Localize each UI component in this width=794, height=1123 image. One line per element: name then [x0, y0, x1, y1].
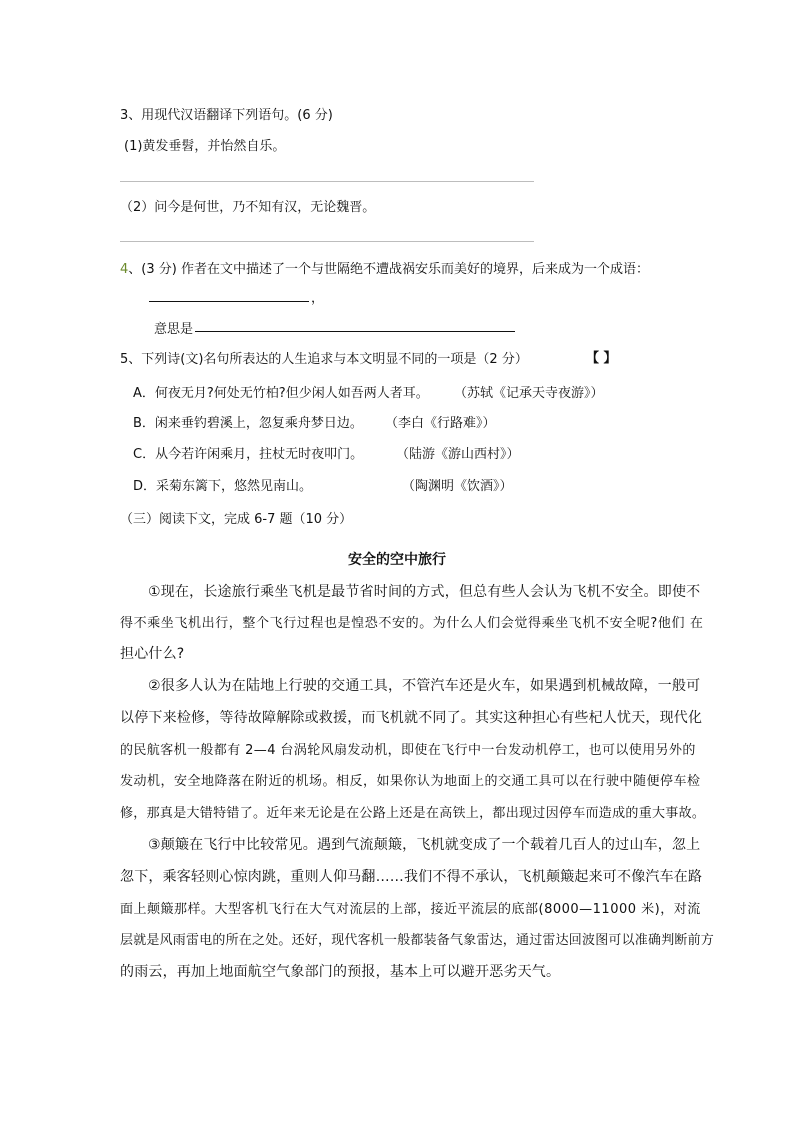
passage-line: 发动机，安全地降落在附近的机场。相反，如果你认为地面上的交通工具可以在行驶中随便停车检: [120, 774, 701, 789]
passage-line: 忽下，乘客轻则心惊肉跳，重则人仰马翻……我们不得不承认，飞机颠簸起来可不像汽车在路: [120, 869, 703, 885]
passage-line: 以停下来检修，等待故障解除或救援，而飞机就不同了。其实这种担心有些杞人忧天，现代化: [120, 710, 703, 726]
passage-line: ③颠簸在飞行中比较常见。遇到气流颠簸，飞机就变成了一个载着几百人的过山车，忽上: [148, 837, 701, 853]
passage-title: 安全的空中旅行: [348, 552, 446, 568]
option-a-source: （苏轼《记承天寺夜游》）: [454, 386, 604, 401]
passage-line: 的民航客机一般都有 2—4 台涡轮风扇发动机，即使在飞行中一台发动机停工，也可以使用另外的: [120, 743, 696, 758]
q3-stem: 3、用现代汉语翻译下列语句。(6 分): [120, 108, 333, 123]
passage-line: 担心什么?: [120, 646, 185, 662]
option-a: A．何夜无月?何处无竹柏?但少闲人如吾两人者耳。: [133, 386, 429, 401]
passage-line: 修，那真是大错特错了。近年来无论是在公路上还是在高铁上，都出现过因停车而造成的重大事故。: [120, 806, 706, 821]
answer-line[interactable]: [120, 241, 534, 242]
answer-bracket[interactable]: 【 】: [586, 351, 617, 366]
passage-line: 的雨云，再加上地面航空气象部门的预报，基本上可以避开恶劣天气。: [120, 964, 561, 980]
section3-heading: （三）阅读下文，完成 6-7 题（10 分）: [120, 512, 353, 527]
option-c-source: （陆游《游山西村》）: [396, 447, 520, 462]
passage-line: 层就是风雨雷电的所在之处。还好，现代客机一般都装备气象雷达，通过雷达回波图可以准确判断前方: [120, 933, 715, 948]
option-d-source: （陶渊明《饮酒》）: [402, 479, 513, 494]
passage-line: 面上颠簸那样。大型客机飞行在大气对流层的上部，接近平流层的底部(8000—11000 米)，对流: [120, 902, 701, 917]
answer-line[interactable]: [120, 181, 534, 182]
option-b: B．闲来垂钓碧溪上，忽复乘舟梦日边。: [133, 416, 363, 431]
idiom-blank[interactable]: [149, 301, 309, 302]
passage-line: 得不乘坐飞机出行，整个飞行过程也是惶恐不安的。为什么人们会觉得乘坐飞机不安全呢?他们 在: [120, 616, 704, 631]
option-c: C．从今若许闲乘月，拄杖无时夜叩门。: [133, 447, 364, 462]
q4-number: 4: [120, 262, 129, 277]
option-b-source: （李白《行路难》）: [385, 416, 496, 431]
q3-item2: （2）问今是何世，乃不知有汉，无论魏晋。: [120, 200, 376, 215]
q4-stem: 4、(3 分) 作者在文中描述了一个与世隔绝不遭战祸安乐而美好的境界，后来成为一个成语：: [120, 262, 649, 277]
q3-item1: (1)黄发垂髫，并怡然自乐。: [124, 139, 286, 154]
q5-stem: 5、下列诗(文)名句所表达的人生追求与本文明显不同的一项是（2 分）: [120, 352, 528, 367]
passage-line: ①现在，长途旅行乘坐飞机是最节省时间的方式，但总有些人会认为飞机不安全。即使不: [148, 584, 701, 600]
q4-meaning-label: 意思是: [154, 322, 194, 337]
option-d: D．采菊东篱下，悠然见南山。: [133, 479, 313, 494]
passage-line: ②很多人认为在陆地上行驶的交通工具，不管汽车还是火车，如果遇到机械故障，一般可: [148, 678, 701, 694]
meaning-blank[interactable]: [195, 331, 515, 332]
q4-comma: ，: [311, 291, 325, 306]
